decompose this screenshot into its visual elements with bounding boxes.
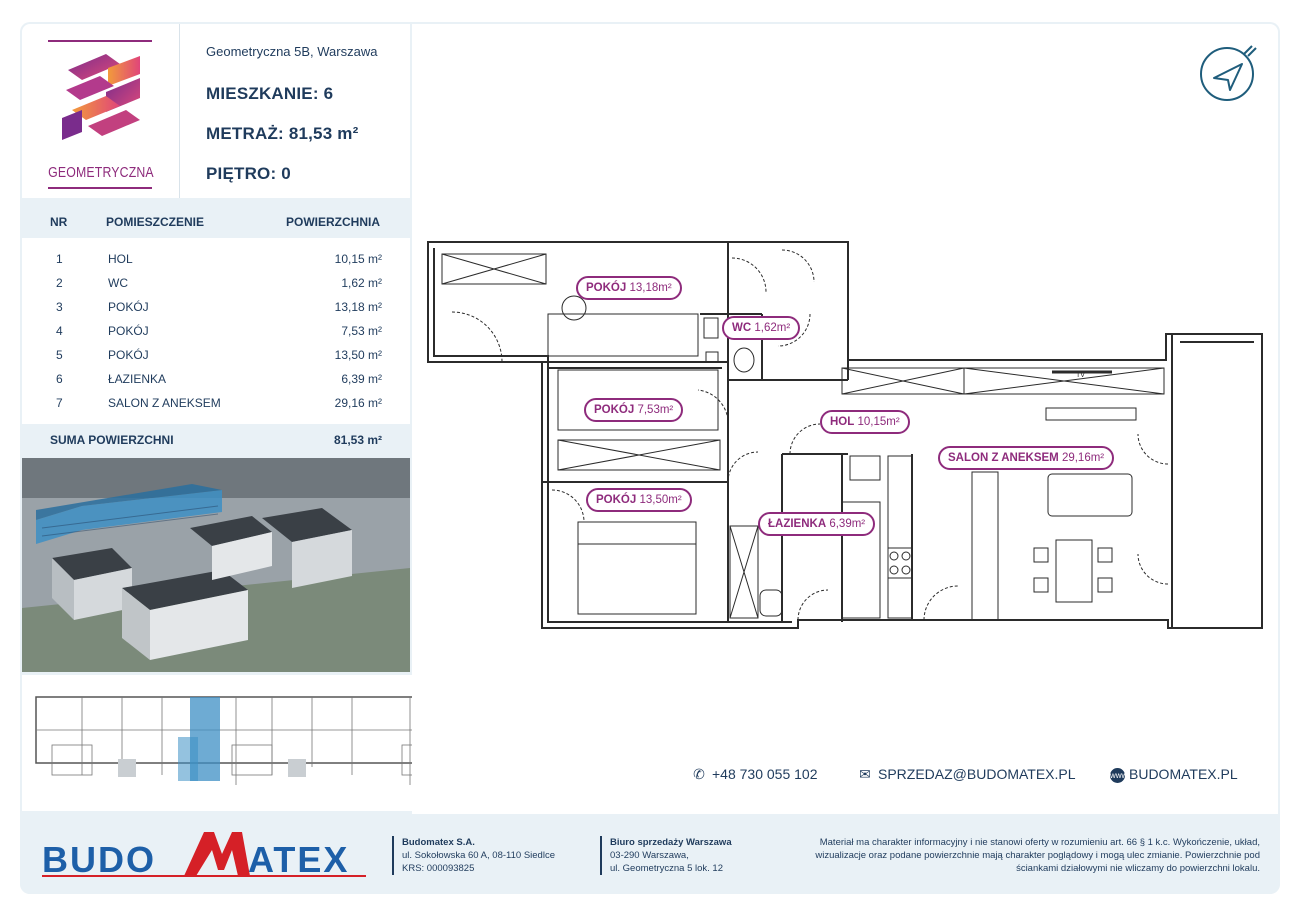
label-room-4-area: 7,53m² xyxy=(634,404,674,416)
tv-label: TV xyxy=(1076,372,1085,379)
row-area: 7,53 m² xyxy=(341,324,382,338)
apartment-number xyxy=(206,84,333,104)
geometryczna-logo xyxy=(22,24,180,198)
label-wc xyxy=(722,316,800,340)
contact-phone[interactable] xyxy=(690,766,818,783)
label-living-room-area: 29,16m² xyxy=(1058,452,1105,464)
col-room-header: POMIESZCZENIE xyxy=(106,215,205,229)
label-hall-name: HOL xyxy=(830,416,855,428)
row-area: 6,39 m² xyxy=(341,372,382,386)
label-wc-name: WC xyxy=(732,322,752,334)
legal-disclaimer xyxy=(790,836,1260,875)
table-sum-row xyxy=(22,424,410,454)
phone-text: +48 730 055 102 xyxy=(712,766,818,782)
logo-graphic-icon xyxy=(48,40,152,150)
label-bathroom xyxy=(758,512,875,536)
footer xyxy=(20,814,1280,894)
label-wc-area: 1,62m² xyxy=(751,322,791,334)
row-area: 1,62 m² xyxy=(341,276,382,290)
row-room: POKÓJ xyxy=(108,324,149,338)
apartment-label: MIESZKANIE: xyxy=(206,84,319,103)
label-bathroom-name: ŁAZIENKA xyxy=(768,518,827,530)
company-name: Budomatex S.A. xyxy=(402,837,475,848)
label-living-room xyxy=(938,446,1114,470)
address: Geometryczna 5B, Warszawa xyxy=(206,44,378,59)
label-room-5-name: POKÓJ xyxy=(596,494,637,506)
table-header xyxy=(22,200,410,238)
table-row xyxy=(22,368,410,392)
company-krs: KRS: 000093825 xyxy=(402,863,475,874)
row-nr: 6 xyxy=(56,372,63,386)
label-hall-area: 10,15m² xyxy=(854,416,900,428)
website-text: BUDOMATEX.PL xyxy=(1129,766,1238,782)
col-area-header: POWIERZCHNIA xyxy=(286,215,380,229)
mail-icon: ✉ xyxy=(859,766,871,782)
floor-value: 0 xyxy=(281,164,291,183)
floor-label: PIĘTRO: xyxy=(206,164,277,183)
row-room: POKÓJ xyxy=(108,300,149,314)
apartment-floor xyxy=(206,164,291,184)
brand-mark-icon xyxy=(184,832,250,876)
col-nr-header: NR xyxy=(50,215,68,229)
row-nr: 4 xyxy=(56,324,63,338)
contact-website[interactable] xyxy=(1110,766,1238,783)
label-room-4 xyxy=(584,398,683,422)
label-room-5-area: 13,50m² xyxy=(636,494,682,506)
email-text: SPRZEDAZ@BUDOMATEX.PL xyxy=(878,766,1076,782)
apartment-value: 6 xyxy=(323,84,334,103)
table-row xyxy=(22,320,410,344)
logo-text: GEOMETRYCZNA xyxy=(48,164,154,181)
table-row xyxy=(22,248,410,272)
row-room: HOL xyxy=(108,252,133,266)
label-living-room-name: SALON Z ANEKSEM xyxy=(948,452,1059,464)
table-row xyxy=(22,392,410,416)
row-room: SALON Z ANEKSEM xyxy=(108,396,221,410)
row-room: ŁAZIENKA xyxy=(108,372,167,386)
label-room-5 xyxy=(586,488,692,512)
company-address: ul. Sokołowska 60 A, 08-110 Siedlce xyxy=(402,850,555,861)
label-room-3-name: POKÓJ xyxy=(586,282,627,294)
sum-label: SUMA POWIERZCHNI xyxy=(50,433,174,447)
apartment-details xyxy=(206,24,410,198)
label-room-4-name: POKÓJ xyxy=(594,404,635,416)
office-line2: ul. Geometryczna 5 lok. 12 xyxy=(610,863,723,874)
table-body xyxy=(22,238,410,424)
building-visualization-image xyxy=(22,458,410,672)
floor-plan-panel xyxy=(412,24,1278,814)
row-area: 13,18 m² xyxy=(334,300,382,314)
apartment-area xyxy=(206,124,358,144)
table-row xyxy=(22,296,410,320)
label-room-3 xyxy=(576,276,682,300)
north-compass-icon xyxy=(1198,42,1260,109)
area-value: 81,53 m² xyxy=(288,124,359,143)
office-line1: 03-290 Warszawa, xyxy=(610,850,689,861)
row-area: 13,50 m² xyxy=(334,348,382,362)
disclaimer-line-2: wizualizacje oraz podane powierzchnie mają charakter poglądowy i mogą ulec zmianie. Powierzchnie pod xyxy=(815,850,1260,861)
row-area: 29,16 m² xyxy=(334,396,382,410)
room-area-table xyxy=(22,200,410,458)
company-details xyxy=(392,836,555,875)
disclaimer-line-1: Materiał ma charakter informacyjny i nie stanowi oferty w rozumieniu art. 66 § 1 k.c. Wykończenie, układ, xyxy=(819,837,1260,848)
sum-value: 81,53 m² xyxy=(333,433,382,447)
row-nr: 1 xyxy=(56,252,63,266)
contact-email[interactable] xyxy=(856,766,1076,783)
brand-text-right: ATEX xyxy=(248,839,350,880)
logo-bottom-line xyxy=(48,187,152,189)
table-row xyxy=(22,272,410,296)
label-room-3-area: 13,18m² xyxy=(626,282,672,294)
globe-icon: www xyxy=(1110,768,1125,783)
phone-icon: ✆ xyxy=(693,766,705,782)
row-room: WC xyxy=(108,276,128,290)
row-nr: 3 xyxy=(56,300,63,314)
disclaimer-line-3: ściankami działowymi nie wliczamy do powierzchni lokalu. xyxy=(1016,863,1260,874)
brand-text-left: BUDO xyxy=(42,839,156,880)
row-nr: 2 xyxy=(56,276,63,290)
row-room: POKÓJ xyxy=(108,348,149,362)
sales-office-details xyxy=(600,836,732,875)
apartment-info-card xyxy=(22,24,410,198)
office-name: Biuro sprzedaży Warszawa xyxy=(610,837,732,848)
budomatex-logo xyxy=(36,824,376,889)
label-hall xyxy=(820,410,910,434)
row-area: 10,15 m² xyxy=(334,252,382,266)
table-row xyxy=(22,344,410,368)
label-bathroom-area: 6,39m² xyxy=(826,518,866,530)
row-nr: 7 xyxy=(56,396,63,410)
row-nr: 5 xyxy=(56,348,63,362)
area-label: METRAŻ: xyxy=(206,124,284,143)
